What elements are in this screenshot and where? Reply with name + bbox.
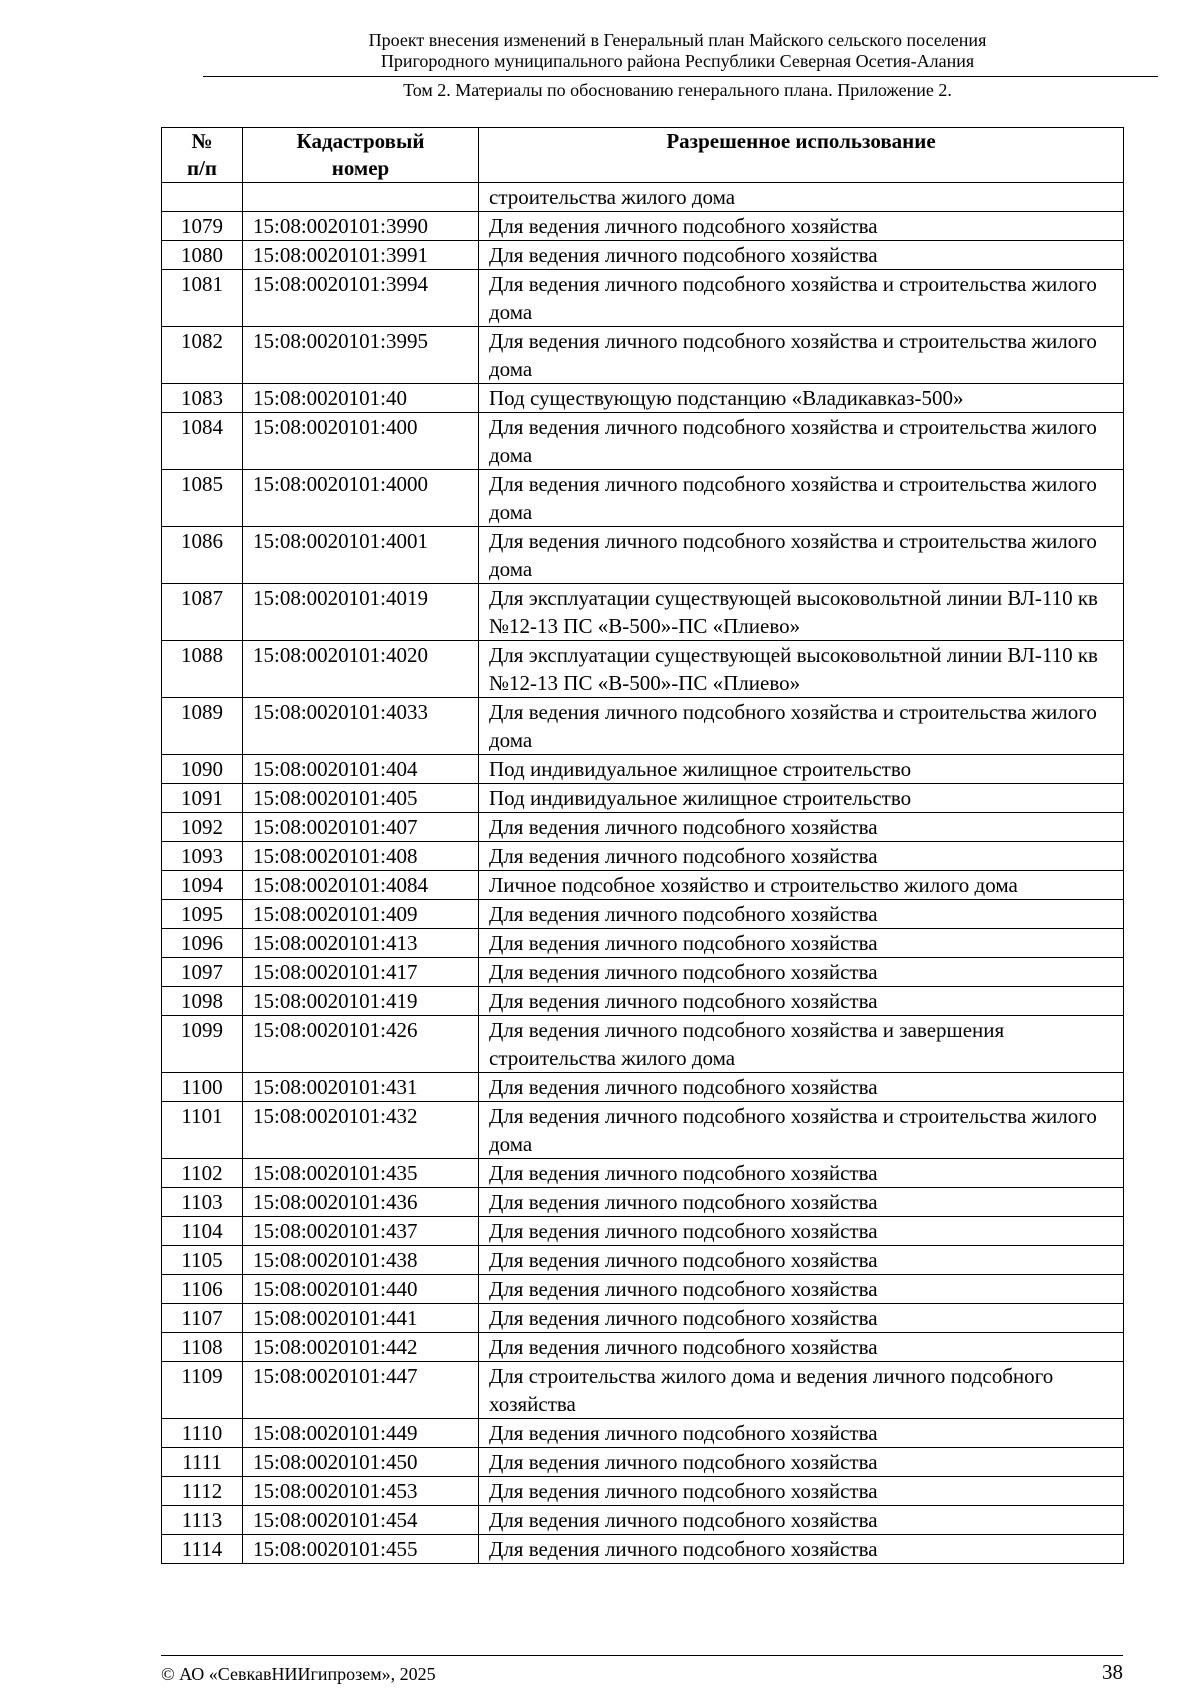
cell-permitted-use: Для ведения личного подсобного хозяйства xyxy=(479,1419,1124,1448)
table-row xyxy=(162,212,1124,241)
cell-permitted-use: Для ведения личного подсобного хозяйства xyxy=(479,1159,1124,1188)
cell-number: 1108 xyxy=(162,1333,243,1362)
table-row xyxy=(162,1275,1124,1304)
cell-cadastral-number: 15:08:0020101:432 xyxy=(243,1102,479,1159)
cell-permitted-use: Для ведения личного подсобного хозяйства xyxy=(479,1477,1124,1506)
cell-cadastral-number: 15:08:0020101:449 xyxy=(243,1419,479,1448)
cell-permitted-use: Для ведения личного подсобного хозяйства xyxy=(479,813,1124,842)
cell-cadastral-number: 15:08:0020101:453 xyxy=(243,1477,479,1506)
cell-permitted-use: Для эксплуатации существующей высоковольтной линии ВЛ-110 кв №12-13 ПС «В-500»-ПС «Плиево» xyxy=(479,641,1124,698)
column-header-number: № п/п xyxy=(162,128,243,183)
cell-number: 1102 xyxy=(162,1159,243,1188)
cell-number: 1106 xyxy=(162,1275,243,1304)
cell-permitted-use: Для ведения личного подсобного хозяйства и строительства жилого дома xyxy=(479,470,1124,527)
cell-number: 1113 xyxy=(162,1506,243,1535)
cell-permitted-use: Для ведения личного подсобного хозяйства xyxy=(479,1188,1124,1217)
table-row xyxy=(162,698,1124,755)
cell-number: 1096 xyxy=(162,929,243,958)
cell-number: 1097 xyxy=(162,958,243,987)
cell-cadastral-number: 15:08:0020101:455 xyxy=(243,1535,479,1564)
cell-number: 1098 xyxy=(162,987,243,1016)
cell-permitted-use: Для ведения личного подсобного хозяйства xyxy=(479,1535,1124,1564)
cell-number: 1080 xyxy=(162,241,243,270)
cell-number: 1095 xyxy=(162,900,243,929)
table-row xyxy=(162,584,1124,641)
cell-number: 1109 xyxy=(162,1362,243,1419)
cell-permitted-use: Под индивидуальное жилищное строительство xyxy=(479,784,1124,813)
table-row xyxy=(162,1304,1124,1333)
header-divider xyxy=(203,76,1158,77)
table-header-row xyxy=(162,128,1124,183)
table-row xyxy=(162,1188,1124,1217)
cell-number: 1091 xyxy=(162,784,243,813)
cell-permitted-use: Под индивидуальное жилищное строительство xyxy=(479,755,1124,784)
cell-cadastral-number: 15:08:0020101:437 xyxy=(243,1217,479,1246)
table-row xyxy=(162,1362,1124,1419)
cell-cadastral-number: 15:08:0020101:4019 xyxy=(243,584,479,641)
cell-permitted-use: Для ведения личного подсобного хозяйства xyxy=(479,1246,1124,1275)
cell-number: 1086 xyxy=(162,527,243,584)
table-row xyxy=(162,470,1124,527)
table-row xyxy=(162,1217,1124,1246)
cell-cadastral-number: 15:08:0020101:4000 xyxy=(243,470,479,527)
cell-cadastral-number: 15:08:0020101:417 xyxy=(243,958,479,987)
cell-number: 1114 xyxy=(162,1535,243,1564)
cell-number: 1093 xyxy=(162,842,243,871)
cell-cadastral-number: 15:08:0020101:435 xyxy=(243,1159,479,1188)
table-row xyxy=(162,1246,1124,1275)
cell-permitted-use: Для ведения личного подсобного хозяйства xyxy=(479,1448,1124,1477)
cell-permitted-use: Для ведения личного подсобного хозяйства и строительства жилого дома xyxy=(479,698,1124,755)
cell-number: 1103 xyxy=(162,1188,243,1217)
cell-cadastral-number: 15:08:0020101:431 xyxy=(243,1073,479,1102)
cell-cadastral-number: 15:08:0020101:447 xyxy=(243,1362,479,1419)
cell-cadastral-number: 15:08:0020101:404 xyxy=(243,755,479,784)
cell-permitted-use: Для строительства жилого дома и ведения личного подсобного хозяйства xyxy=(479,1362,1124,1419)
table-row xyxy=(162,1073,1124,1102)
cell-permitted-use: Для ведения личного подсобного хозяйства xyxy=(479,1304,1124,1333)
cell-number: 1094 xyxy=(162,871,243,900)
cell-cadastral-number: 15:08:0020101:4084 xyxy=(243,871,479,900)
cell-number: 1105 xyxy=(162,1246,243,1275)
cell-number: 1088 xyxy=(162,641,243,698)
cell-number: 1083 xyxy=(162,384,243,413)
header-title-line-2: Пригородного муниципального района Республики Северная Осетия-Алания xyxy=(380,51,975,71)
cell-number: 1085 xyxy=(162,470,243,527)
cell-cadastral-number: 15:08:0020101:405 xyxy=(243,784,479,813)
table-row xyxy=(162,1102,1124,1159)
table-row xyxy=(162,327,1124,384)
cell-number: 1082 xyxy=(162,327,243,384)
column-header-use: Разрешенное использование xyxy=(479,128,1124,183)
cell-number xyxy=(162,183,243,212)
cell-number: 1087 xyxy=(162,584,243,641)
cell-number: 1107 xyxy=(162,1304,243,1333)
cell-permitted-use: Для ведения личного подсобного хозяйства xyxy=(479,241,1124,270)
cell-permitted-use: Для ведения личного подсобного хозяйства xyxy=(479,1275,1124,1304)
cell-number: 1111 xyxy=(162,1448,243,1477)
cell-permitted-use: Для ведения личного подсобного хозяйства и строительства жилого дома xyxy=(479,1102,1124,1159)
cell-number: 1101 xyxy=(162,1102,243,1159)
cell-cadastral-number: 15:08:0020101:4001 xyxy=(243,527,479,584)
table-row xyxy=(162,871,1124,900)
cell-cadastral-number: 15:08:0020101:413 xyxy=(243,929,479,958)
footer-divider xyxy=(161,1655,1123,1656)
cell-number: 1104 xyxy=(162,1217,243,1246)
land-plots-table xyxy=(161,127,1124,1564)
table-row xyxy=(162,784,1124,813)
table-row xyxy=(162,1333,1124,1362)
table-row xyxy=(162,1506,1124,1535)
cell-cadastral-number: 15:08:0020101:409 xyxy=(243,900,479,929)
cell-number: 1099 xyxy=(162,1016,243,1073)
table-row xyxy=(162,1448,1124,1477)
cell-number: 1081 xyxy=(162,270,243,327)
cell-permitted-use: Для ведения личного подсобного хозяйства xyxy=(479,1217,1124,1246)
cell-cadastral-number: 15:08:0020101:400 xyxy=(243,413,479,470)
cell-cadastral-number: 15:08:0020101:442 xyxy=(243,1333,479,1362)
cell-cadastral-number: 15:08:0020101:454 xyxy=(243,1506,479,1535)
cell-permitted-use: Для ведения личного подсобного хозяйства и строительства жилого дома xyxy=(479,413,1124,470)
cell-permitted-use: Для ведения личного подсобного хозяйства xyxy=(479,1333,1124,1362)
cell-cadastral-number: 15:08:0020101:426 xyxy=(243,1016,479,1073)
table-row xyxy=(162,527,1124,584)
cell-permitted-use: Для ведения личного подсобного хозяйства xyxy=(479,987,1124,1016)
table-row xyxy=(162,813,1124,842)
cell-permitted-use: Для ведения личного подсобного хозяйства xyxy=(479,1506,1124,1535)
cell-permitted-use: Для ведения личного подсобного хозяйства xyxy=(479,929,1124,958)
table-row xyxy=(162,413,1124,470)
cell-permitted-use: Под существующую подстанцию «Владикавказ-500» xyxy=(479,384,1124,413)
cell-cadastral-number: 15:08:0020101:3991 xyxy=(243,241,479,270)
page-number: 38 xyxy=(1102,1660,1123,1684)
cell-number: 1110 xyxy=(162,1419,243,1448)
cell-cadastral-number: 15:08:0020101:3990 xyxy=(243,212,479,241)
cell-cadastral-number: 15:08:0020101:450 xyxy=(243,1448,479,1477)
table-row xyxy=(162,270,1124,327)
table-row xyxy=(162,958,1124,987)
table-row xyxy=(162,929,1124,958)
cell-permitted-use: Для ведения личного подсобного хозяйства xyxy=(479,212,1124,241)
cell-permitted-use: Для ведения личного подсобного хозяйства и завершения строительства жилого дома xyxy=(479,1016,1124,1073)
cell-cadastral-number: 15:08:0020101:40 xyxy=(243,384,479,413)
cell-number: 1089 xyxy=(162,698,243,755)
footer-copyright: © АО «СевкавНИИгипрозем», 2025 xyxy=(161,1664,436,1684)
table-row xyxy=(162,1159,1124,1188)
cell-cadastral-number: 15:08:0020101:440 xyxy=(243,1275,479,1304)
cell-cadastral-number: 15:08:0020101:3994 xyxy=(243,270,479,327)
column-header-cadastral: Кадастровый номер xyxy=(243,128,479,183)
header-title-line-1: Проект внесения изменений в Генеральный план Майского сельского поселения xyxy=(368,30,987,50)
cell-number: 1079 xyxy=(162,212,243,241)
header-volume-line: Том 2. Материалы по обоснованию генерального плана. Приложение 2. xyxy=(403,80,952,100)
table-row xyxy=(162,755,1124,784)
table-row xyxy=(162,1016,1124,1073)
cell-permitted-use: Для ведения личного подсобного хозяйства и строительства жилого дома xyxy=(479,327,1124,384)
cell-number: 1112 xyxy=(162,1477,243,1506)
table-row xyxy=(162,183,1124,212)
table-row xyxy=(162,241,1124,270)
cell-permitted-use: Для ведения личного подсобного хозяйства и строительства жилого дома xyxy=(479,270,1124,327)
cell-permitted-use: строительства жилого дома xyxy=(479,183,1124,212)
table-row xyxy=(162,384,1124,413)
cell-permitted-use: Личное подсобное хозяйство и строительство жилого дома xyxy=(479,871,1124,900)
table-row xyxy=(162,842,1124,871)
cell-cadastral-number: 15:08:0020101:4033 xyxy=(243,698,479,755)
cell-permitted-use: Для ведения личного подсобного хозяйства xyxy=(479,900,1124,929)
cell-cadastral-number: 15:08:0020101:419 xyxy=(243,987,479,1016)
cell-number: 1092 xyxy=(162,813,243,842)
cell-cadastral-number: 15:08:0020101:4020 xyxy=(243,641,479,698)
cell-permitted-use: Для эксплуатации существующей высоковольтной линии ВЛ-110 кв №12-13 ПС «В-500»-ПС «Плиево» xyxy=(479,584,1124,641)
table-row xyxy=(162,987,1124,1016)
cell-permitted-use: Для ведения личного подсобного хозяйства xyxy=(479,1073,1124,1102)
cell-cadastral-number: 15:08:0020101:407 xyxy=(243,813,479,842)
cell-cadastral-number: 15:08:0020101:3995 xyxy=(243,327,479,384)
table-row xyxy=(162,641,1124,698)
cell-cadastral-number: 15:08:0020101:441 xyxy=(243,1304,479,1333)
table-row xyxy=(162,1477,1124,1506)
cell-cadastral-number: 15:08:0020101:436 xyxy=(243,1188,479,1217)
table-row xyxy=(162,900,1124,929)
cell-permitted-use: Для ведения личного подсобного хозяйства xyxy=(479,958,1124,987)
table-body xyxy=(162,183,1124,1564)
cell-permitted-use: Для ведения личного подсобного хозяйства и строительства жилого дома xyxy=(479,527,1124,584)
cell-cadastral-number: 15:08:0020101:438 xyxy=(243,1246,479,1275)
cell-cadastral-number: 15:08:0020101:408 xyxy=(243,842,479,871)
cell-number: 1100 xyxy=(162,1073,243,1102)
table-row xyxy=(162,1419,1124,1448)
cell-number: 1084 xyxy=(162,413,243,470)
cell-number: 1090 xyxy=(162,755,243,784)
table-row xyxy=(162,1535,1124,1564)
cell-permitted-use: Для ведения личного подсобного хозяйства xyxy=(479,842,1124,871)
cell-cadastral-number xyxy=(243,183,479,212)
